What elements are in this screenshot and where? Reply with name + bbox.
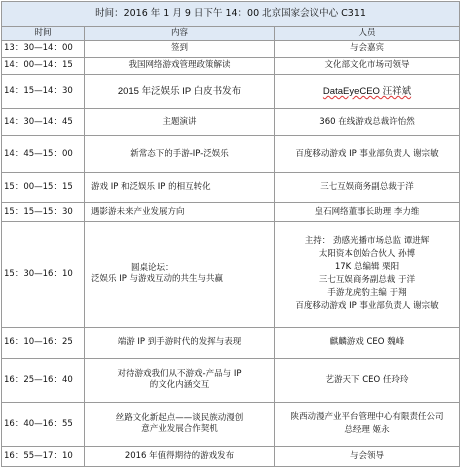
table-row	[2, 74, 460, 108]
topic-cell	[85, 74, 275, 108]
table-row	[2, 135, 460, 173]
time-cell: 16：10—16：25	[2, 327, 85, 358]
topic-line: 新常态下的手游-IP-泛娱乐	[130, 148, 229, 159]
table-row	[2, 402, 460, 446]
topic-line: 的文化内涵交互	[149, 380, 210, 391]
people-cell	[275, 57, 460, 74]
topic-cell	[85, 135, 275, 173]
topic-line: 意产业发展合作契机	[141, 424, 218, 435]
topic-line: 圆桌论坛：	[131, 263, 174, 274]
table-row	[2, 221, 460, 327]
topic-cell	[85, 173, 275, 203]
schedule-table	[1, 1, 460, 467]
table-row	[2, 109, 460, 136]
topic-cell	[85, 402, 275, 446]
people-cell	[275, 173, 460, 203]
people-line: 三七互娱商务副总裁于洋	[320, 182, 414, 193]
time-cell: 15：15—15：30	[2, 203, 85, 221]
people-cell	[275, 203, 460, 221]
topic-line: 遇影游未来产业发展方向	[91, 206, 185, 217]
topic-line: 我国网络游戏管理政策解读	[128, 60, 231, 71]
people-cell	[275, 221, 460, 327]
people-cell	[275, 135, 460, 173]
people-line: DataEyeCEO 汪祥斌	[322, 85, 412, 97]
people-line: 手游龙虎豹主编 于翔	[327, 288, 407, 299]
people-cell	[275, 74, 460, 108]
table-row	[2, 57, 460, 74]
table-row	[2, 446, 460, 466]
people-line: 总经理 姬永	[344, 425, 390, 436]
people-cell	[275, 40, 460, 57]
time-cell: 14：45—15：00	[2, 135, 85, 173]
people-line: 百度移动游戏 IP 事业部负责人 谢宗敏	[295, 148, 439, 159]
topic-line: 游戏 IP 和泛娱乐 IP 的相互转化	[91, 182, 211, 193]
topic-line: 主题演讲	[162, 116, 197, 127]
people-line: 主持： 劲感光播市场总监 谭进辉	[304, 236, 430, 247]
time-cell: 16：40—16：55	[2, 402, 85, 446]
column-header-people: 人员	[275, 26, 460, 40]
people-cell	[275, 402, 460, 446]
time-cell: 16：55—17：10	[2, 446, 85, 466]
table-row	[2, 40, 460, 57]
title-row	[2, 2, 460, 27]
people-cell	[275, 327, 460, 358]
column-header-row	[2, 26, 460, 40]
topic-cell	[85, 358, 275, 402]
column-header-time: 时间	[2, 26, 85, 40]
topic-line: 签到	[170, 43, 188, 54]
schedule-title: 时间：2016 年 1 月 9 日下午 14：00 北京国家会议中心 C311	[2, 2, 460, 27]
people-cell	[275, 446, 460, 466]
people-line: 三七互娱商务副总裁 于洋	[318, 275, 416, 286]
people-line: 麒麟游戏 CEO 魏峰	[329, 337, 405, 348]
people-line: 360 在线游戏总裁许怡然	[319, 116, 415, 127]
table-row	[2, 327, 460, 358]
time-cell: 15：00—15：15	[2, 173, 85, 203]
topic-cell	[85, 109, 275, 136]
people-line: 陕西动漫产业平台管理中心有限责任公司	[290, 412, 444, 423]
people-line: 17K 总编辑 栗阳	[334, 262, 400, 273]
topic-cell	[85, 446, 275, 466]
time-cell: 14：30—14：45	[2, 109, 85, 136]
table-row	[2, 203, 460, 221]
topic-cell	[85, 327, 275, 358]
time-cell: 14：00—14：15	[2, 57, 85, 74]
people-line: 艺游天下 CEO 任玲玲	[325, 374, 409, 385]
topic-cell	[85, 57, 275, 74]
people-cell	[275, 109, 460, 136]
time-cell: 14：15—14：30	[2, 74, 85, 108]
topic-line: 2015 年泛娱乐 IP 白皮书发布	[117, 85, 242, 97]
topic-cell	[85, 203, 275, 221]
people-line: 文化部文化市场司领导	[324, 60, 410, 71]
people-line: 与会嘉宾	[350, 43, 385, 54]
topic-line: 端游 IP 到手游时代的发挥与表现	[117, 337, 242, 348]
time-cell: 16：25—16：40	[2, 358, 85, 402]
column-header-topic: 内容	[85, 26, 275, 40]
people-cell	[275, 358, 460, 402]
topic-cell	[85, 40, 275, 57]
table-row	[2, 173, 460, 203]
topic-cell	[85, 221, 275, 327]
topic-line: 2016 年值得期待的游戏发布	[124, 450, 235, 461]
table-row	[2, 358, 460, 402]
topic-line: 泛娱乐 IP 与游戏互动的共生与共赢	[91, 274, 224, 285]
people-line: 百度移动游戏 IP 事业部负责人 谢宗敏	[295, 301, 439, 312]
time-cell: 15：30—16：10	[2, 221, 85, 327]
topic-line: 对待游戏我们从不游戏-产品与 IP	[117, 369, 242, 380]
time-cell: 13：30—14：00	[2, 40, 85, 57]
people-line: 太阳资本创始合伙人 孙博	[318, 249, 416, 260]
people-line: 与会领导	[350, 450, 385, 461]
topic-line: 丝路文化新起点——谈民族动漫创	[115, 413, 244, 424]
people-line: 皇石网络董事长助理 李力维	[314, 206, 420, 217]
